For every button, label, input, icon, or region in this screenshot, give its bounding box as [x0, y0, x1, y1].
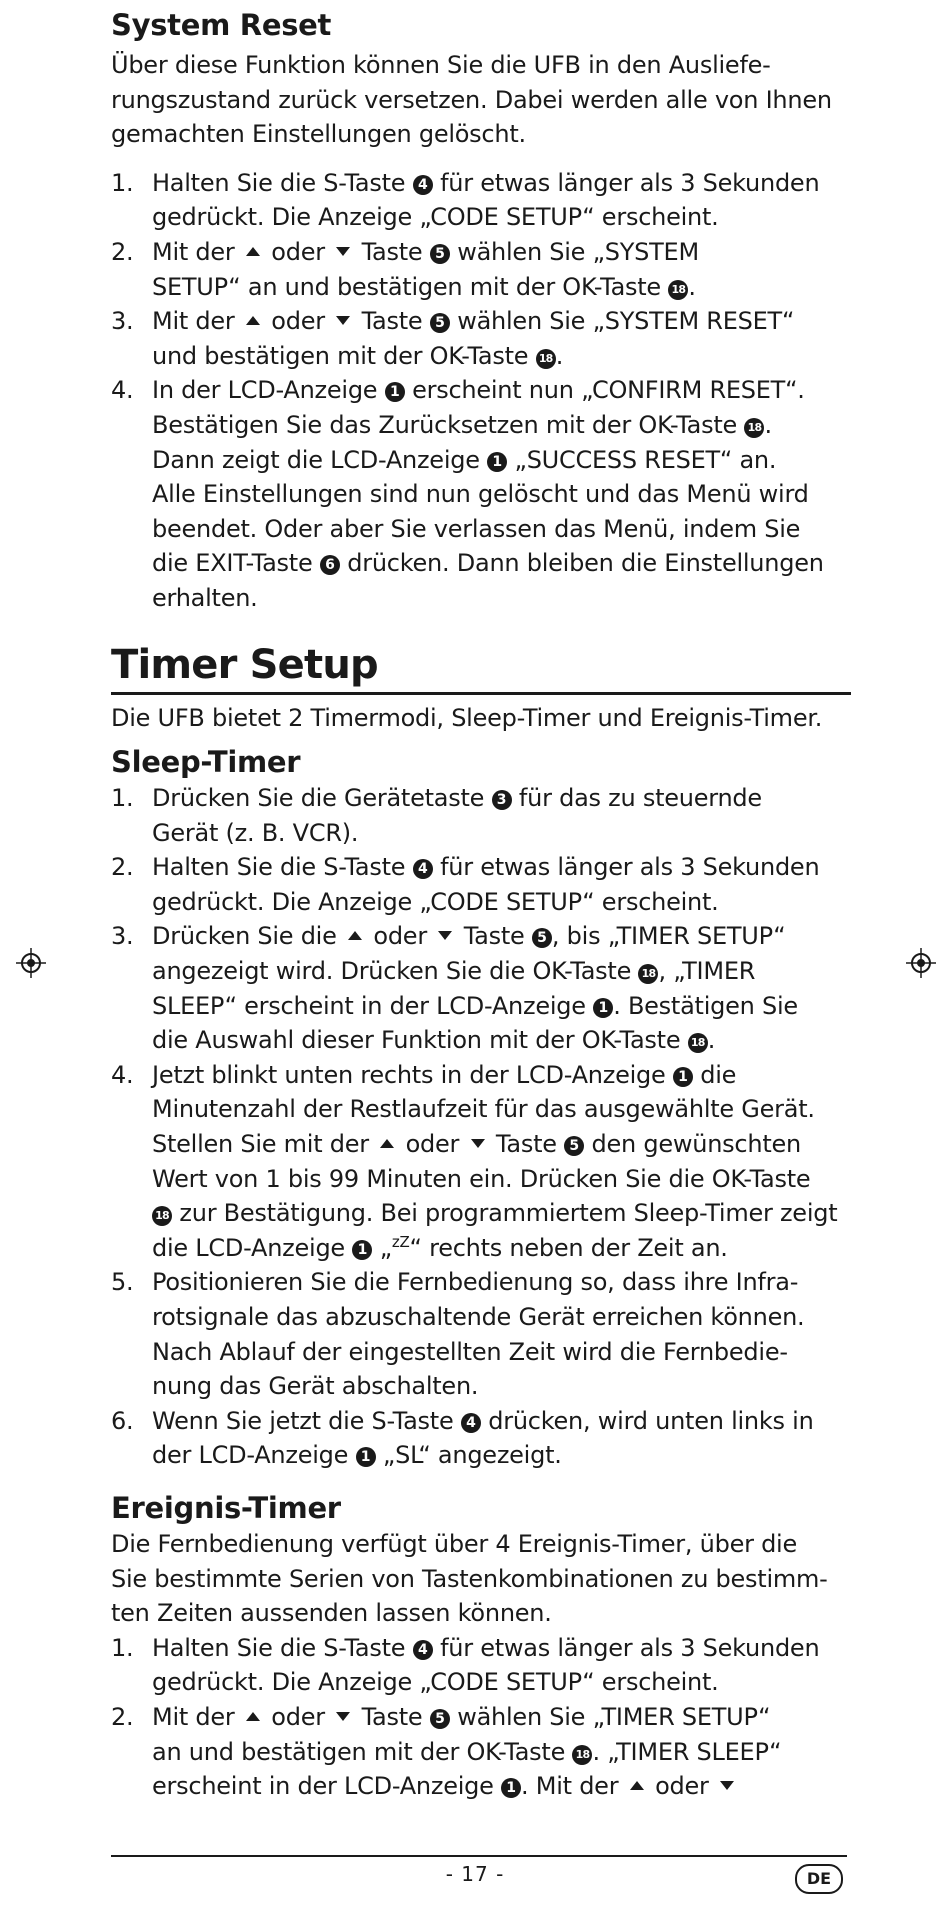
key-1-icon: 1 — [673, 1067, 693, 1087]
key-5-icon: 5 — [430, 1709, 450, 1729]
key-1-icon: 1 — [385, 382, 405, 402]
key-1-icon: 1 — [593, 998, 613, 1018]
key-1-icon: 1 — [487, 452, 507, 472]
arrow-up-icon — [246, 316, 260, 325]
sleep-timer-steps — [111, 781, 851, 1473]
list-item: 1. Halten Sie die S-Taste 4 für etwas länger als 3 Sekunden gedrückt. Die Anzeige „CODE SETUP“ erscheint. — [111, 1633, 820, 1697]
key-18-icon: 18 — [688, 1033, 708, 1053]
arrow-down-icon — [471, 1139, 485, 1148]
page-number: - 17 - — [445, 1862, 505, 1886]
section-heading-system-reset: System Reset — [111, 8, 332, 42]
list-item: 4. Jetzt blinkt unten rechts in der LCD-Anzeige 1 die Minutenzahl der Restlaufzeit für das ausgewählte Gerät. Stellen Sie mit der oder Taste 5 den gewünschten Wert von 1 bis 99 Minuten ein. Drücken Sie die OK-Taste 18 zur Bestätigung. Bei programmiertem Sleep-Timer zeigt die LCD-Anzeige 1 „$^{zZ}$“ rechts neben der Zeit an. — [111, 1060, 838, 1262]
manual-page — [111, 0, 851, 1804]
key-5-icon: 5 — [430, 313, 450, 333]
sleep-symbol: zZ — [391, 1232, 410, 1251]
arrow-down-icon — [336, 316, 350, 325]
list-item: 2. Mit der oder Taste 5 wählen Sie „TIMER SETUP“ an und bestätigen mit der OK-Taste 18 . „TIMER SLEEP“ erscheint in der LCD-Anzeige 1 . Mit der oder — [111, 1702, 782, 1801]
list-item: 3. Mit der oder Taste 5 wählen Sie „SYSTEM RESET“ und bestätigen mit der OK-Taste 18 . — [111, 307, 795, 370]
key-4-icon: 4 — [413, 1640, 433, 1660]
key-5-icon: 5 — [532, 928, 552, 948]
key-5-icon: 5 — [564, 1136, 584, 1156]
language-badge: DE — [795, 1864, 843, 1894]
arrow-up-icon — [246, 1712, 260, 1721]
key-18-icon: 18 — [744, 418, 764, 438]
key-1-icon: 1 — [501, 1778, 521, 1798]
list-item: 6. Wenn Sie jetzt die S-Taste 4 drücken, wird unten links in der LCD-Anzeige 1 „SL“ angezeigt. — [111, 1406, 814, 1470]
system-reset-steps — [111, 166, 851, 616]
key-3-icon: 3 — [492, 790, 512, 810]
timer-setup-intro: Die UFB bietet 2 Timermodi, Sleep-Timer und Ereignis-Timer. — [111, 703, 823, 732]
list-item: 2. Mit der oder Taste 5 wählen Sie „SYSTEM SETUP“ an und bestätigen mit der OK-Taste 18 . — [111, 237, 699, 301]
footer-divider — [111, 1855, 847, 1857]
key-5-icon: 5 — [430, 244, 450, 264]
arrow-down-icon — [720, 1781, 734, 1790]
arrow-up-icon — [348, 931, 362, 940]
arrow-up-icon — [380, 1139, 394, 1148]
list-item: 2. Halten Sie die S-Taste 4 für etwas länger als 3 Sekunden gedrückt. Die Anzeige „CODE SETUP“ erscheint. — [111, 853, 820, 916]
arrow-down-icon — [438, 931, 452, 940]
arrow-up-icon — [246, 247, 260, 256]
key-1-icon: 1 — [356, 1447, 376, 1467]
list-item: 1. Drücken Sie die Gerätetaste 3 für das zu steuernde Gerät (z. B. VCR). — [111, 784, 762, 847]
section-heading-timer-setup: Timer Setup — [111, 642, 851, 695]
ereignis-timer-steps — [111, 1631, 851, 1804]
key-1-icon: 1 — [352, 1240, 372, 1260]
section-heading-ereignis-timer: Ereignis-Timer — [111, 1490, 341, 1525]
arrow-down-icon — [336, 247, 350, 256]
key-4-icon: 4 — [413, 175, 433, 195]
key-4-icon: 4 — [461, 1413, 481, 1433]
key-6-icon: 6 — [320, 555, 340, 575]
list-item: 5. Positionieren Sie die Fernbedienung so, dass ihre Infra- rotsignale das abzuschaltende Gerät erreichen können. Nach Ablauf der eingestellten Zeit wird die Fernbedie- nung das Gerät abschalten. — [111, 1268, 805, 1401]
section-heading-sleep-timer: Sleep-Timer — [111, 745, 301, 780]
key-18-icon: 18 — [668, 280, 688, 300]
system-reset-intro: Über diese Funktion können Sie die UFB in den Ausliefe- rungszustand zurück versetzen. Dabei werden alle von Ihnen gemachten Einstellungen gelöscht. — [111, 51, 832, 149]
registration-mark-left-icon — [16, 948, 46, 978]
key-18-icon: 18 — [536, 349, 556, 369]
arrow-down-icon — [336, 1712, 350, 1721]
key-18-icon: 18 — [152, 1206, 172, 1226]
registration-mark-right-icon — [906, 948, 936, 978]
list-item: 3. Drücken Sie die oder Taste 5 , bis „TIMER SETUP“ angezeigt wird. Drücken Sie die OK-Taste 18 , „TIMER SLEEP“ erscheint in der LCD-Anzeige 1 . Bestätigen Sie die Auswahl dieser Funktion mit der OK-Taste 18 . — [111, 922, 798, 1055]
key-4-icon: 4 — [413, 859, 433, 879]
ereignis-timer-intro: Die Fernbedienung verfügt über 4 Ereignis-Timer, über die Sie bestimmte Serien von Tastenkombinationen zu bestimm- ten Zeiten aussenden lassen können. — [111, 1529, 828, 1628]
key-18-icon: 18 — [638, 964, 658, 984]
arrow-up-icon — [630, 1781, 644, 1790]
key-18-icon: 18 — [572, 1745, 592, 1765]
list-item: 1. Halten Sie die S-Taste 4 für etwas länger als 3 Sekunden gedrückt. Die Anzeige „CODE SETUP“ erscheint. — [111, 168, 820, 232]
list-item: 4. In der LCD-Anzeige 1 erscheint nun „CONFIRM RESET“. Bestätigen Sie das Zurücksetzen mit der OK-Taste 18 . Dann zeigt die LCD-Anzeige 1 „SUCCESS RESET“ an. Alle Einstellungen sind nun gelöscht und das Menü wird beendet. Oder aber Sie verlassen das Menü, indem Sie die EXIT-Taste 6 drücken. Dann bleiben die Einstellungen erhalten. — [111, 376, 824, 612]
